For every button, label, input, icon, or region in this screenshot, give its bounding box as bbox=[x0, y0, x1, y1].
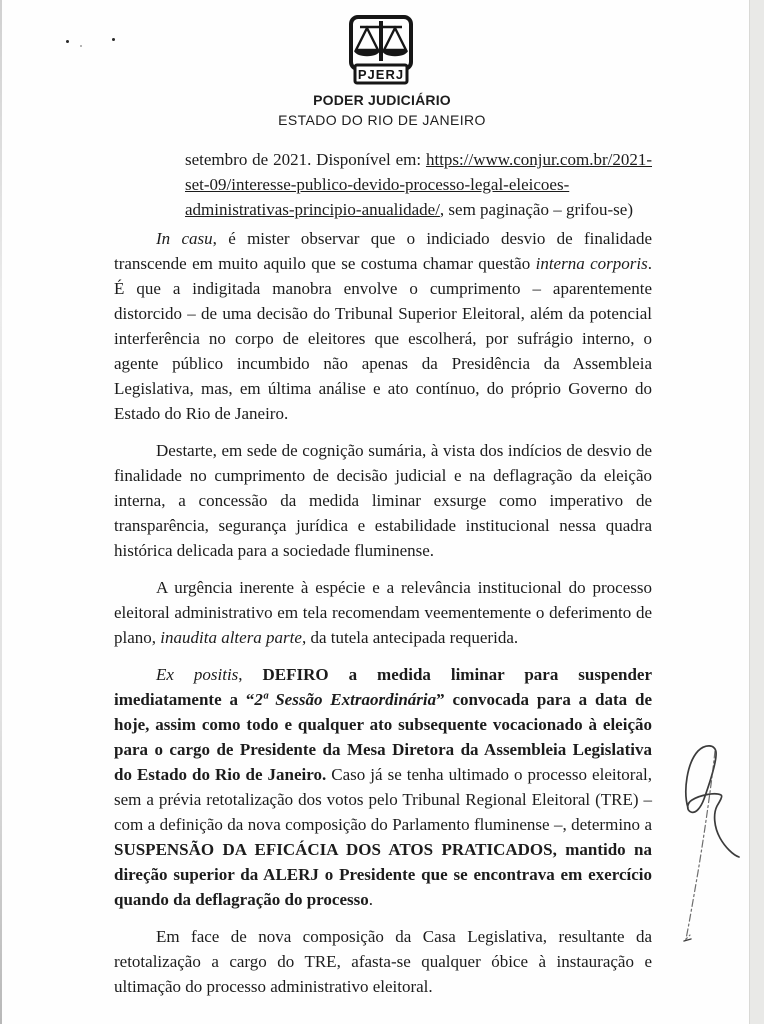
text-run: , sem paginação – grifou-se) bbox=[439, 200, 633, 219]
scan-edge-left bbox=[0, 0, 2, 1024]
text-run: inaudita altera parte bbox=[160, 628, 302, 647]
signature-rubric-icon bbox=[665, 735, 764, 955]
text-run: 2ª Sessão Extraordinária bbox=[254, 690, 437, 709]
text-run: In casu bbox=[156, 229, 213, 248]
body-paragraph bbox=[114, 575, 652, 650]
text-run: ” convocada para a data de hoje, assim como todo e qualquer ato subsequente vocacionado à eleição para o cargo de Presidente da Mesa Diretora da Assembleia Legislativa do Estado do Rio de Janeiro. bbox=[114, 690, 652, 784]
body-paragraph bbox=[114, 226, 652, 426]
ink-dot bbox=[66, 40, 69, 43]
citation-block bbox=[185, 147, 652, 222]
text-run: setembro de 2021. Disponível em: bbox=[185, 150, 426, 169]
ink-dot bbox=[80, 45, 82, 47]
logo-acronym: PJERJ bbox=[357, 67, 405, 82]
text-run: Em face de nova composição da Casa Legislativa, resultante da retotalização a cargo do TRE, afasta-se qualquer óbice à instauração e ultimação do processo administrativo eleitoral. bbox=[114, 927, 652, 996]
letterhead-court-name: PODER JUDICIÁRIO bbox=[313, 92, 451, 108]
pjerj-logo bbox=[347, 14, 415, 90]
text-run: https://www.conjur.com.br/2021-set-09/interesse-publico-devido-processo-legal-eleicoes-administrativas-principio-anualidade/ bbox=[185, 150, 652, 219]
text-run: Ex positis bbox=[156, 665, 239, 684]
letterhead-state-name: ESTADO DO RIO DE JANEIRO bbox=[278, 112, 486, 128]
body-paragraph bbox=[114, 924, 652, 999]
scales-of-justice-icon bbox=[347, 14, 415, 90]
text-run: , é mister observar que o indiciado desvio de finalidade transcende em muito aquilo que se costuma chamar questão bbox=[114, 229, 652, 273]
text-run: , da tutela antecipada requerida. bbox=[301, 628, 519, 647]
decision-body bbox=[114, 226, 652, 1011]
text-run: A urgência inerente à espécie e a relevância institucional do processo eleitoral administrativo em tela recomendam veementemente o deferimento de plano, bbox=[114, 578, 652, 647]
text-run: Caso já se tenha ultimado o processo eleitoral, sem a prévia retotalização dos votos pelo Tribunal Regional Eleitoral (TRE) – com a definição da nova composição do Parlamento fluminense –, determino a bbox=[114, 765, 652, 834]
body-paragraph bbox=[114, 438, 652, 563]
text-run: , bbox=[238, 665, 263, 684]
text-run: Destarte, em sede de cognição sumária, à vista dos indícios de desvio de finalidade no cumprimento de decisão judicial e na deflagração da eleição interna, a concessão da medida liminar exsurge como imperativo de transparência, segurança jurídica e estabilidade institucional nessa quadra histórica delicada para a sociedade fluminense. bbox=[114, 441, 652, 560]
text-run: . É que a indigitada manobra envolve o cumprimento – aparentemente distorcido – de uma decisão do Tribunal Superior Eleitoral, além da potencial interferência no corpo de eleitores que escolherá, por sufrágio interno, o agente público incumbido não apenas da Presidência da Assembleia Legislativa, mas, em última análise e ato contínuo, do próprio Governo do Estado do Rio de Janeiro. bbox=[114, 254, 652, 423]
text-run: SUSPENSÃO DA EFICÁCIA DOS ATOS PRATICADOS, mantido na direção superior da ALERJ o Presidente que se encontrava em exercício quando da deflagração do processo bbox=[114, 840, 652, 909]
text-run: . bbox=[368, 890, 373, 909]
body-paragraph bbox=[114, 662, 652, 912]
ink-dot bbox=[112, 38, 115, 41]
text-run: DEFIRO a medida liminar para suspender imediatamente a “ bbox=[114, 665, 652, 709]
text-run: interna corporis bbox=[535, 254, 648, 273]
